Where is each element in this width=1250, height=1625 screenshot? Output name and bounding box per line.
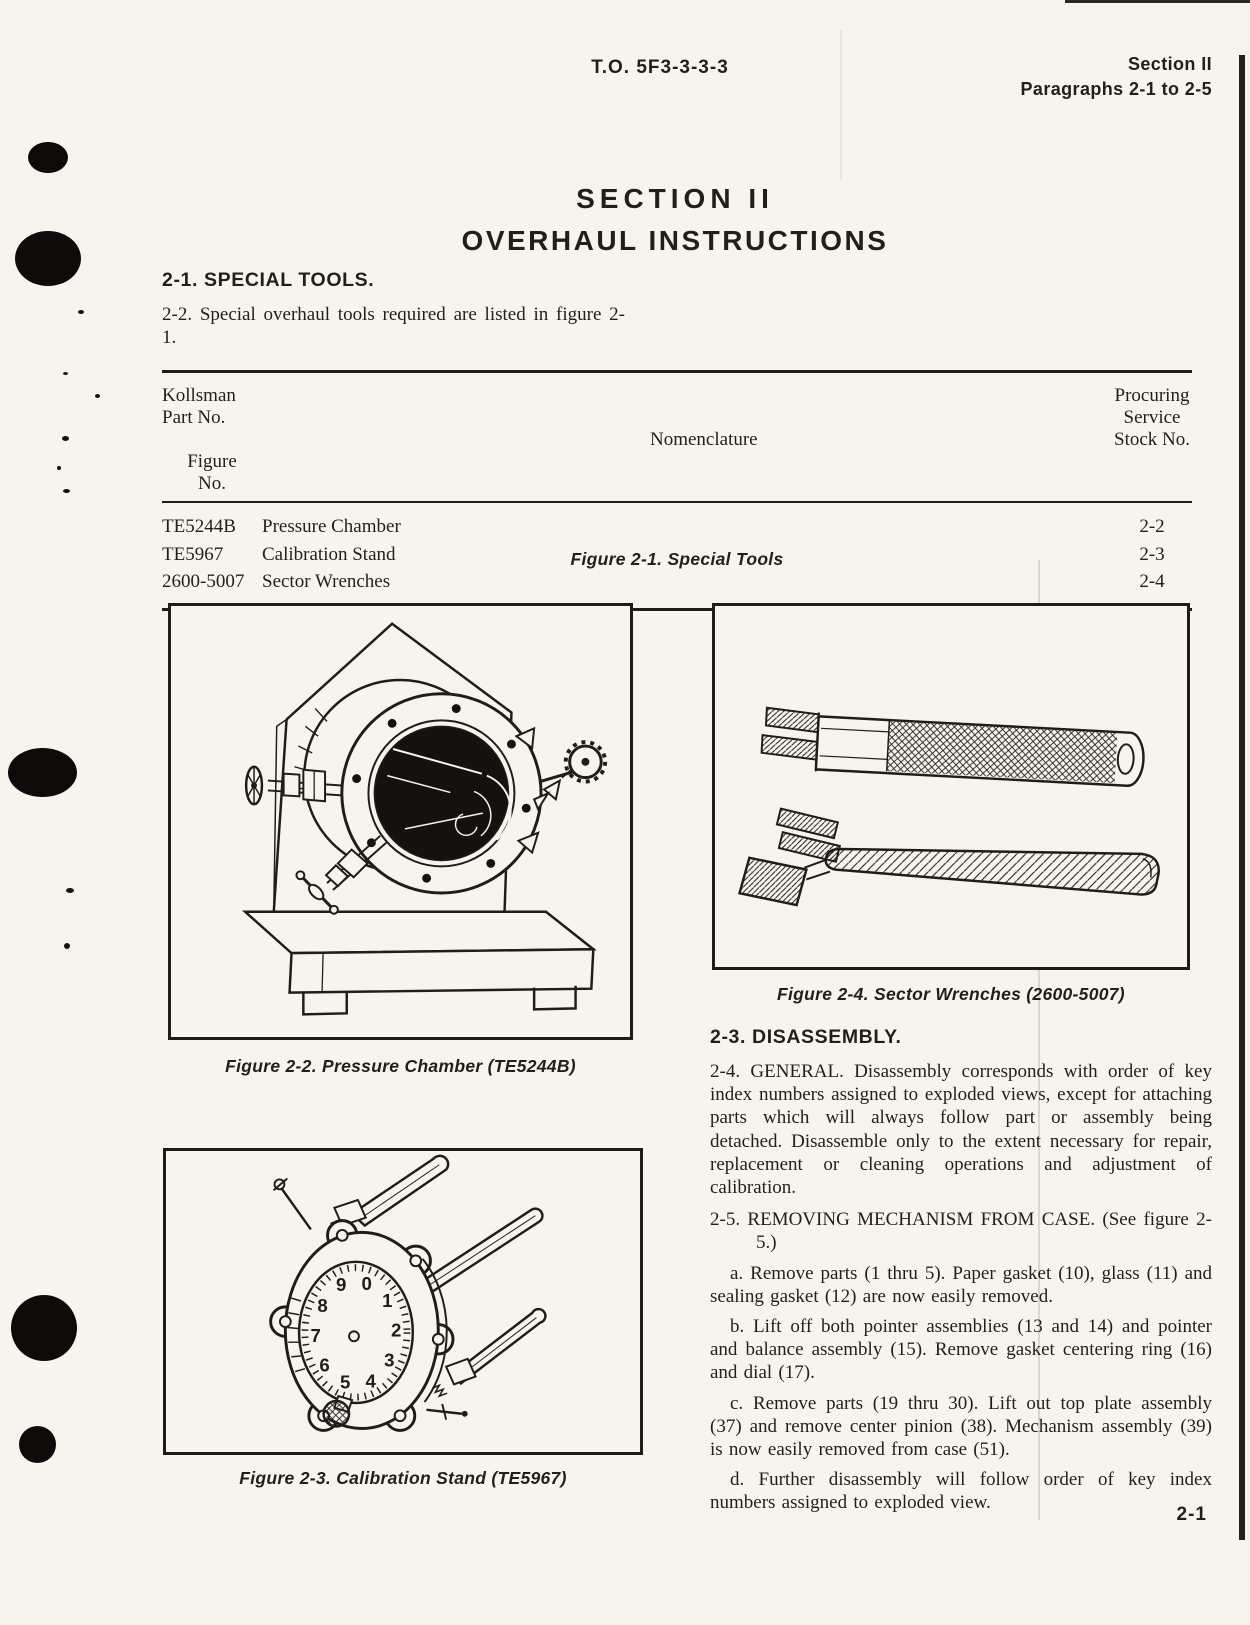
figure-2-4-caption: Figure 2-4. Sector Wrenches (2600-5007) [777, 984, 1125, 1004]
header-paragraphs: Paragraphs 2-1 to 2-5 [1020, 79, 1212, 99]
header-section: Section II [1127, 54, 1212, 74]
svg-text:8: 8 [317, 1294, 328, 1316]
svg-text:2: 2 [390, 1319, 402, 1341]
step-b: b. Lift off both pointer assemblies (13 and 14) and pointer and balance assembly (15). Remove gasket centering ring (16) and dial (17). [710, 1316, 1212, 1384]
heading-disassembly: 2-3. DISASSEMBLY. [710, 1026, 902, 1048]
calibration-stand-drawing [166, 1151, 640, 1452]
scan-speck [63, 489, 70, 493]
page-edge-shadow [1239, 55, 1245, 1540]
special-tools-table [162, 370, 1192, 611]
binder-dot [28, 142, 68, 173]
figure-2-1-caption: Figure 2-1. Special Tools [570, 549, 784, 569]
figure-2-4-box [712, 603, 1190, 970]
svg-text:5: 5 [339, 1371, 351, 1393]
table-header-nomenclature: Nomenclature [650, 429, 758, 450]
disassembly-section [710, 1026, 1212, 1515]
scan-speck [78, 310, 84, 314]
svg-text:3: 3 [384, 1349, 395, 1371]
section-title-line2: OVERHAUL INSTRUCTIONS [461, 225, 889, 256]
step-d: d. Further disassembly will follow order of key index numbers assigned to exploded view. [710, 1469, 1212, 1514]
svg-text:9: 9 [336, 1274, 347, 1296]
table-row: TE5244B Pressure Chamber 2-2 [162, 516, 1165, 537]
scan-speck [95, 394, 100, 398]
svg-text:7: 7 [310, 1325, 321, 1347]
binder-dot [8, 748, 77, 797]
page-number: 2-1 [1176, 1504, 1207, 1525]
paragraph-2-2: 2-2. Special overhaul tools required are listed in figure 2-1. [162, 304, 625, 349]
scan-crease [840, 30, 842, 180]
table-header-part-no: Kollsman Part No. [162, 385, 236, 428]
section-title-line1: SECTION II [576, 183, 774, 214]
table-row: 2600-5007 Sector Wrenches 2-4 [162, 571, 1165, 592]
page-edge-shadow-top [1065, 0, 1250, 3]
table-header-stock-no: Procuring Service Stock No. [1114, 385, 1190, 450]
step-a: a. Remove parts (1 thru 5). Paper gasket (10), glass (11) and sealing gasket (12) are now easily removed. [710, 1262, 1212, 1307]
sector-wrenches-drawing [715, 606, 1187, 967]
binder-dot [11, 1295, 77, 1361]
paragraph-2-5-removing: 2-5. REMOVING MECHANISM FROM CASE. (See figure 2-5.) [710, 1209, 1212, 1254]
scan-speck [57, 466, 61, 470]
binder-dot [15, 231, 81, 286]
table-header-row [162, 373, 1192, 503]
scan-speck [66, 888, 74, 893]
section-title [160, 183, 1190, 257]
heading-special-tools: 2-1. SPECIAL TOOLS. [162, 269, 375, 291]
figure-2-3-box [163, 1148, 643, 1455]
binder-dot [19, 1426, 56, 1463]
table-row: TE5967 Calibration Stand 2-3 [162, 543, 1165, 565]
header-to-number: T.O. 5F3-3-3-3 [591, 57, 729, 78]
header-right [1021, 52, 1212, 102]
svg-text:4: 4 [365, 1370, 376, 1392]
figure-2-2-caption: Figure 2-2. Pressure Chamber (TE5244B) [225, 1056, 576, 1076]
svg-text:1: 1 [382, 1289, 393, 1311]
scan-speck [64, 943, 70, 949]
figure-2-2-box [168, 603, 633, 1040]
svg-text:6: 6 [319, 1354, 330, 1376]
svg-text:0: 0 [361, 1273, 372, 1295]
step-c: c. Remove parts (19 thru 30). Lift out top plate assembly (37) and remove center pinion (38). Mechanism assembly (39) is now easily removed from case (51). [710, 1392, 1212, 1461]
table-header-figure-no: Figure No. [187, 451, 237, 494]
pressure-chamber-drawing [171, 606, 630, 1037]
scan-speck [62, 436, 69, 441]
scan-speck [63, 372, 68, 375]
paragraph-2-4-general: 2-4. GENERAL. Disassembly corresponds with order of key index numbers assigned to exploded views, except for attaching parts which will always follow part or assembly being detached. Disassemble only to the extent necessary for repair, replacement or cleaning operations and adjustment of calibration. [710, 1061, 1212, 1199]
figure-2-3-caption: Figure 2-3. Calibration Stand (TE5967) [239, 1468, 567, 1488]
